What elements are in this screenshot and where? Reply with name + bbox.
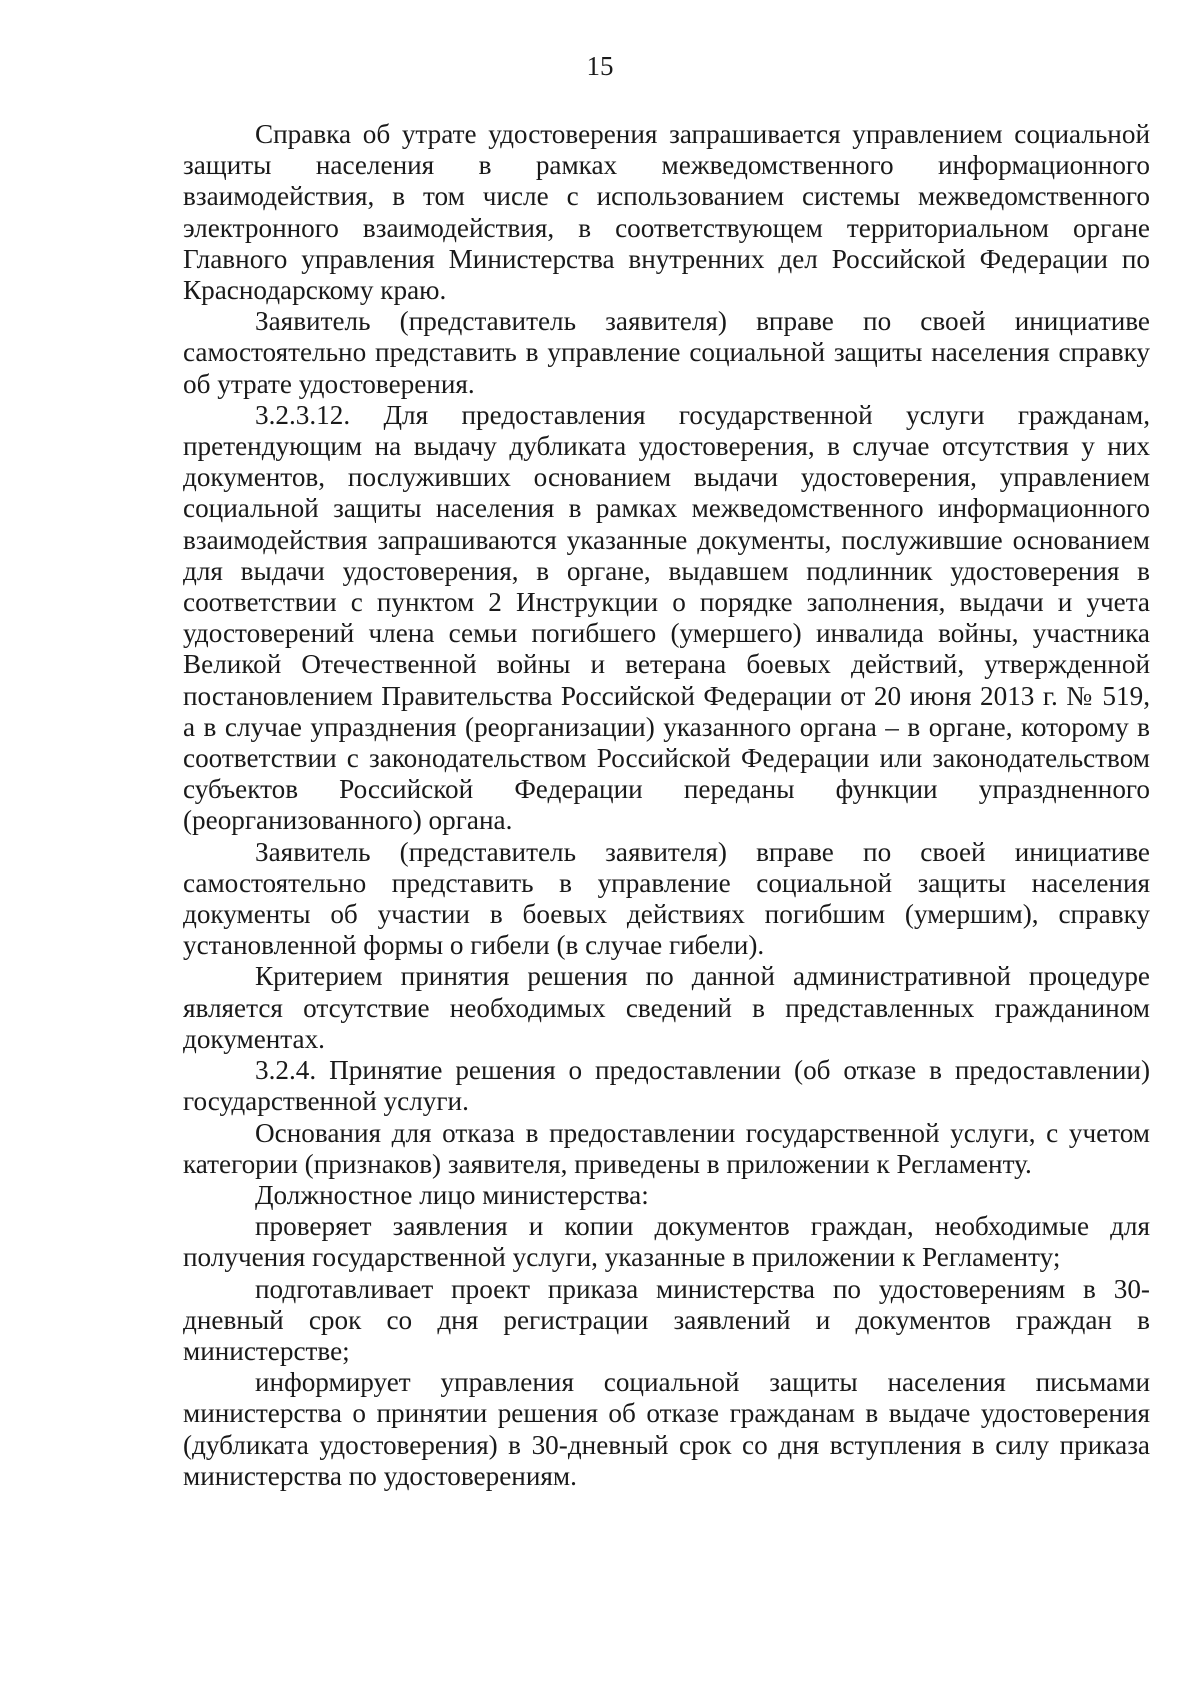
paragraph: Основания для отказа в предоставлении государственной услуги, с учетом категории (признаков) заявителя, приведены в приложении к Регламенту. <box>183 1117 1150 1179</box>
paragraph: Критерием принятия решения по данной административной процедуре является отсутствие необходимых сведений в представленных гражданином документах. <box>183 961 1150 1054</box>
page-number: 15 <box>586 51 614 81</box>
paragraph: информирует управления социальной защиты населения письмами министерства о принятии решения об отказе гражданам в выдаче удостоверения (дубликата удостоверения) в 30-дневный срок со дня вступления в силу приказа министерства по удостоверениям. <box>183 1367 1150 1491</box>
paragraph: 3.2.4. Принятие решения о предоставлении (об отказе в предоставлении) государственной услуги. <box>183 1055 1150 1117</box>
paragraph: 3.2.3.12. Для предоставления государственной услуги гражданам, претендующим на выдачу дубликата удостоверения, в случае отсутствия у них документов, послуживших основанием выдачи удостоверения, управлением социальной защиты населения в рамках межведомственного информационного взаимодействия запрашиваются указанные документы, послужившие основанием для выдачи удостоверения, в органе, выдавшем подлинник удостоверения в соответствии с пунктом 2 Инструкции о порядке заполнения, выдачи и учета удостоверений члена семьи погибшего (умершего) инвалида войны, участника Великой Отечественной войны и ветерана боевых действий, утвержденной постановлением Правительства Российской Федерации от 20 июня 2013 г. № 519, а в случае упразднения (реорганизации) указанного органа – в органе, которому в соответствии с законодательством Российской Федерации или законодательством субъектов Российской Федерации переданы функции упраздненного (реорганизованного) органа. <box>183 399 1150 836</box>
document-body <box>183 119 1150 1492</box>
paragraph: Должностное лицо министерства: <box>255 1179 649 1210</box>
paragraph: Заявитель (представитель заявителя) вправе по своей инициативе самостоятельно представить в управление социальной защиты населения справку об утрате удостоверения. <box>183 306 1150 399</box>
paragraph: Заявитель (представитель заявителя) вправе по своей инициативе самостоятельно представить в управление социальной защиты населения документы об участии в боевых действиях погибшим (умершим), справку установленной формы о гибели (в случае гибели). <box>183 836 1150 961</box>
paragraph: проверяет заявления и копии документов граждан, необходимые для получения государственной услуги, указанные в приложении к Регламенту; <box>183 1211 1150 1273</box>
paragraph: подготавливает проект приказа министерства по удостоверениям в 30-дневный срок со дня регистрации заявлений и документов граждан в министерстве; <box>183 1273 1150 1366</box>
paragraph: Справка об утрате удостоверения запрашивается управлением социальной защиты населения в рамках межведомственного информационного взаимодействия, в том числе с использованием системы межведомственного электронного взаимодействия, в соответствующем территориальном органе Главного управления Министерства внутренних дел Российской Федерации по Краснодарскому краю. <box>183 119 1150 306</box>
